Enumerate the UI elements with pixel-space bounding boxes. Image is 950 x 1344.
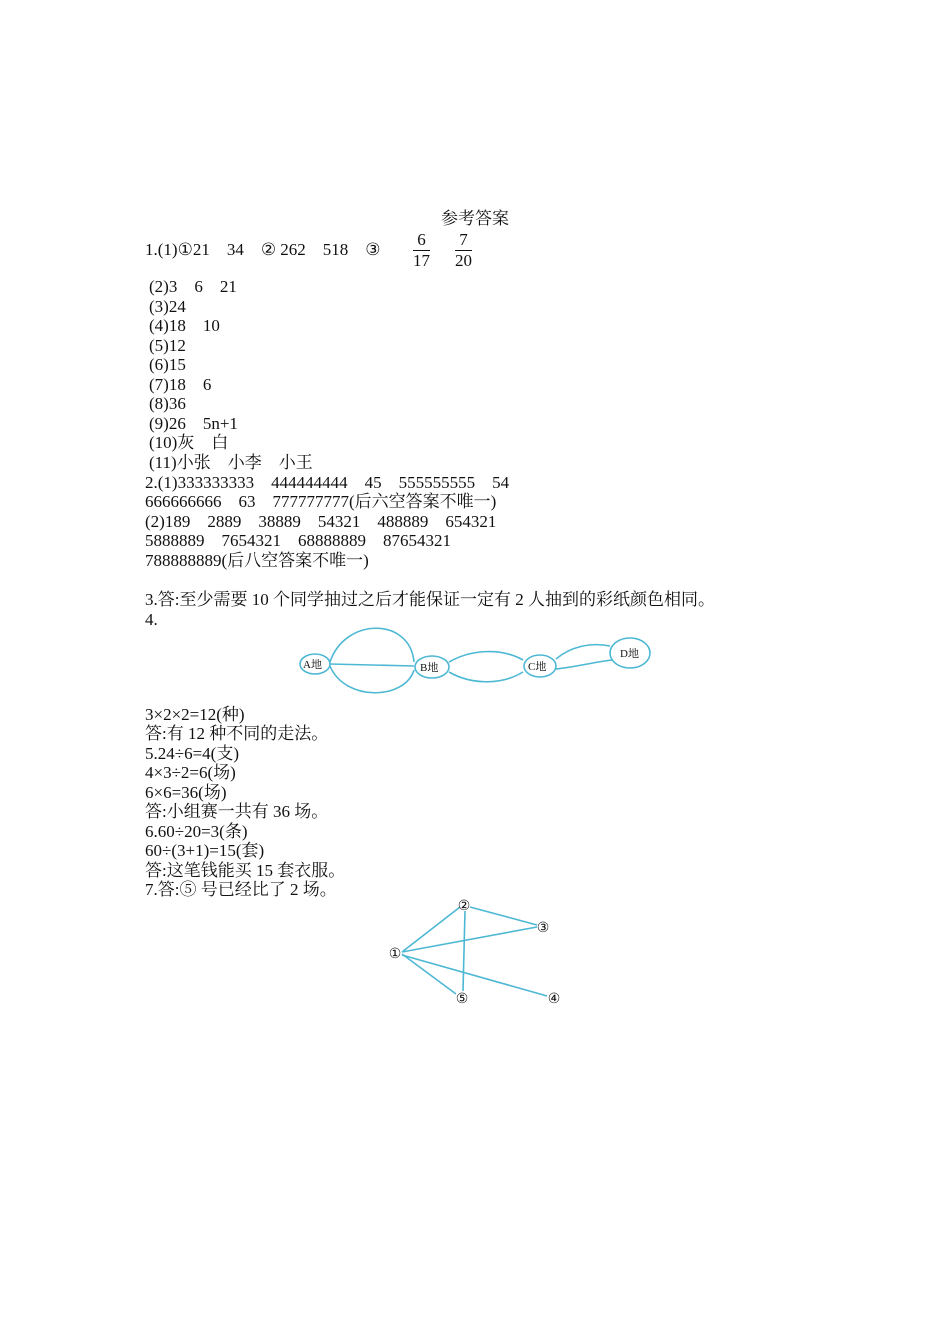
road-a-b-straight [330,664,414,666]
match-1-5 [402,954,456,994]
match-2-5 [463,911,465,991]
node-a-label: A地 [303,659,322,671]
q6-line: 答:这笔钱能买 15 套衣服。 [145,861,346,880]
q4-label: 4. [145,610,158,629]
node-b-label: B地 [420,662,439,674]
q7-line: 7.答:⑤ 号已经比了 2 场。 [145,880,337,899]
q1-item: (8)36 [149,394,186,413]
q3-line: 3.答:至少需要 10 个同学抽过之后才能保证一定有 2 人抽到的彩纸颜色相同。 [145,590,715,609]
player-5-label: ⑤ [455,992,469,1007]
q1-fraction-2 [455,230,472,271]
q1-item: (7)18 6 [149,375,212,394]
q1-item: (10)灰 白 [149,433,229,452]
match-diagram [0,895,950,1015]
match-1-4 [402,955,547,996]
q1-item: (5)12 [149,336,186,355]
q6-line: 6.60÷20=3(条) [145,822,248,841]
node-d-label: D地 [620,648,639,660]
road-b-c-lower [449,672,523,682]
match-1-3 [402,927,537,952]
q1-item: (6)15 [149,355,186,374]
route-diagram [0,622,950,702]
q5-line: 5.24÷6=4(支) [145,744,239,763]
q5-line: 4×3÷2=6(场) [145,763,236,782]
fraction-denominator: 17 [413,251,430,270]
q4-line: 答:有 12 种不同的走法。 [145,724,329,743]
q6-line: 60÷(3+1)=15(套) [145,841,265,860]
q4-line: 3×2×2=12(种) [145,705,245,724]
q1-item: (3)24 [149,297,186,316]
q1-line1: 1.(1)①21 34 ② 262 518 ③ [145,240,381,259]
fraction-numerator: 7 [455,230,472,251]
q5-line: 答:小组赛一共有 36 场。 [145,802,329,821]
player-4-label: ④ [547,992,561,1007]
road-a-b-lower [330,666,414,693]
q2-line: 788888889(后八空答案不唯一) [145,551,369,570]
road-a-b-upper [330,628,414,662]
q2-line: (2)189 2889 38889 54321 488889 654321 [145,512,497,531]
road-b-c-upper [449,652,523,662]
q1-item: (4)18 10 [149,316,220,335]
q2-line: 5888889 7654321 68888889 87654321 [145,531,451,550]
node-c-label: C地 [528,661,547,673]
q1-item: (9)26 5n+1 [149,414,238,433]
road-c-d-lower [556,660,612,669]
fraction-numerator: 6 [413,230,430,251]
q2-line: 2.(1)333333333 444444444 45 555555555 54 [145,473,510,492]
player-3-label: ③ [536,921,550,936]
player-2-label: ② [457,899,471,914]
player-1-label: ① [388,947,402,962]
q1-fraction-1 [413,230,430,271]
fraction-denominator: 20 [455,251,472,270]
q5-line: 6×6=36(场) [145,783,227,802]
q1-item: (11)小张 小李 小王 [149,453,313,472]
match-2-3 [470,907,537,925]
q1-item: (2)3 6 21 [149,277,237,296]
match-1-2 [402,907,460,952]
q2-line: 666666666 63 777777777(后六空答案不唯一) [145,492,497,511]
page-title: 参考答案 [441,209,509,228]
road-c-d-upper [556,645,610,659]
